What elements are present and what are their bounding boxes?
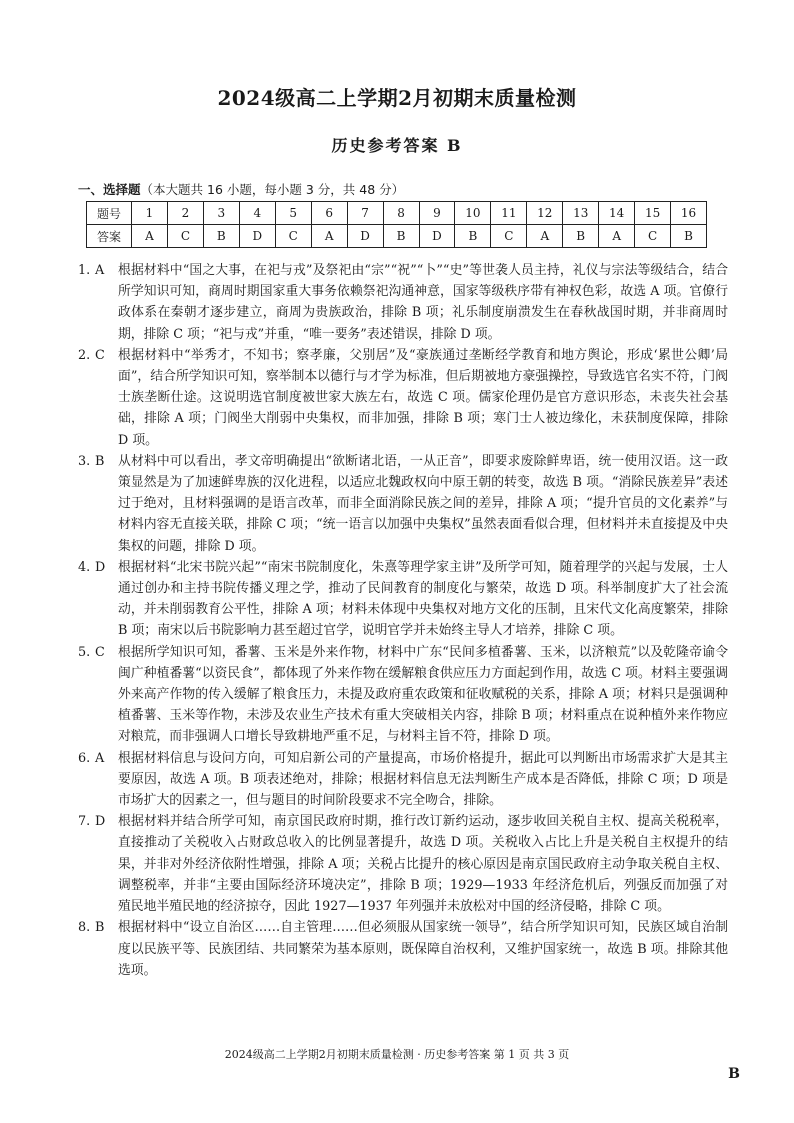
item-answer-key: C <box>95 347 105 363</box>
item-explanation: 根据材料并结合所学可知，南京国民政府时期，推行改订新约运动，逐步收回关税自主权、提高关税税率，直接推动了关税收入占财政总收入的比例显著提升，故选 D 项。关税收入占比上升是关税自主权提升的结果，并非对外经济依附性增强，排除 A 项；关税占比提升的核心原因是南京国民政府主动争取关税自主权、调整税率，并非“主要由国际经济环境决定”，排除 B 项；1929—1933 年经济危机后，列强反而加强了对殖民地半殖民地的经济掠夺，因此 1927—1937 年列强并未放松对中国的经济侵略，排除 C 项。 <box>118 814 728 915</box>
question-number-cell: 5 <box>275 202 311 225</box>
answer-cell: A <box>599 225 635 248</box>
answer-cell: B <box>455 225 491 248</box>
question-number-cell: 3 <box>203 202 239 225</box>
version-mark: B <box>728 1066 740 1082</box>
question-number-cell: 6 <box>311 202 347 225</box>
question-number-cell: 4 <box>239 202 275 225</box>
table-row-numbers <box>87 202 707 225</box>
section-title: 一、选择题 <box>78 182 141 197</box>
item-explanation: 根据材料中“国之大事，在祀与戎”及祭祀由“宗”“祝”“卜”“史”等世袭人员主持，礼仪与宗法等级结合，结合所学知识可知，商周时期国家重大事务依赖祭祀沟通神意，国家等级秩序带有神权色彩，故选 A 项。官僚行政体系在秦朝才逐步建立，商周为贵族政治，排除 B 项；礼乐制度崩溃发生在春秋战国时期，并非商周时期，排除 C 项；“祀与戎”并重，“唯一要务”表述错误，排除 D 项。 <box>118 263 728 342</box>
item-answer-key: D <box>95 814 106 830</box>
item-explanation: 根据材料中“举秀才，不知书；察孝廉，父别居”及“豪族通过垄断经学教育和地方舆论，形成‘累世公卿’局面”，结合所学知识可知，察举制本以德行与才学为标准，但后期被地方豪强操控，导致选官名实不符，门阀士族垄断仕途。这说明选官制度被世家大族左右，故选 C 项。儒家伦理仍是官方意识形态，未丧失社会基础，排除 A 项；门阀坐大削弱中央集权，而非加强，排除 B 项；寒门士人被边缘化，未获制度保障，排除 D 项。 <box>118 347 728 448</box>
answer-cell: A <box>311 225 347 248</box>
list-item <box>78 917 728 981</box>
list-item <box>78 642 728 748</box>
list-item <box>78 557 728 642</box>
item-number: 5. <box>78 644 91 660</box>
item-number: 2. <box>78 347 91 363</box>
item-number: 4. <box>78 559 91 575</box>
answer-cell: C <box>491 225 527 248</box>
question-number-cell: 16 <box>671 202 707 225</box>
answer-cell: D <box>419 225 455 248</box>
question-number-cell: 7 <box>347 202 383 225</box>
item-number: 1. <box>78 263 91 278</box>
item-answer-key: B <box>95 920 105 936</box>
question-number-cell: 2 <box>167 202 203 225</box>
row-label-answer: 答案 <box>87 225 132 248</box>
section-note: （本大题共 16 小题，每小题 3 分，共 48 分） <box>140 182 405 197</box>
list-item <box>78 748 728 812</box>
question-number-cell: 13 <box>563 202 599 225</box>
answer-cell: B <box>203 225 239 248</box>
item-explanation: 根据材料中“设立自治区……自主管理……但必须服从国家统一领导”，结合所学知识可知，民族区域自治制度以民族平等、民族团结、共同繁荣为基本原则，既保障自治权利，又维护国家统一，故选 B 项。排除其他选项。 <box>118 920 728 978</box>
item-answer-key: B <box>95 453 105 469</box>
row-label-number: 题号 <box>87 202 132 225</box>
answer-table <box>86 201 707 248</box>
answer-cell: D <box>239 225 275 248</box>
item-explanation: 根据所学知识可知，番薯、玉米是外来作物，材料中广东“民间多植番薯、玉米，以济粮荒”以及乾隆帝谕令闽广种植番薯“以资民食”，都体现了外来作物在缓解粮食供应压力方面起到作用，故选 C 项。材料主要强调外来高产作物的传入缓解了粮食压力，未提及政府重农政策和征收赋税的关系，排除 A 项；材料只是强调种植番薯、玉米等作物，未涉及农业生产技术有重大突破相关内容，排除 B 项；材料重点在说种植外来作物应对粮荒，而非强调人口增长导致耕地严重不足，与材料主旨不符，排除 D 项。 <box>118 644 728 745</box>
item-answer-key: A <box>95 750 105 766</box>
question-number-cell: 14 <box>599 202 635 225</box>
item-number: 3. <box>78 453 91 469</box>
answer-cell: C <box>275 225 311 248</box>
page-title: 2024级高二上学期2月初期末质量检测 <box>217 86 577 110</box>
answer-cell: B <box>383 225 419 248</box>
question-number-cell: 10 <box>455 202 491 225</box>
question-number-cell: 15 <box>635 202 671 225</box>
question-number-cell: 12 <box>527 202 563 225</box>
question-number-cell: 9 <box>419 202 455 225</box>
list-item <box>78 451 728 557</box>
item-explanation: 根据材料“北宋书院兴起”“南宋书院制度化，朱熹等理学家主讲”及所学可知，随着理学的兴起与发展，士人通过创办和主持书院传播义理之学，推动了民间教育的制度化与繁荣，故选 D 项。科举制度扩大了社会流动，并未削弱教育公平性，排除 A 项；材料未体现中央集权对地方文化的压制，且宋代文化高度繁荣，排除 B 项；南宋以后书院影响力甚至超过官学，说明官学并未始终主导人才培养，排除 C 项。 <box>118 559 728 639</box>
item-answer-key: A <box>95 263 105 278</box>
section-heading <box>78 180 404 198</box>
list-item <box>78 811 728 917</box>
answer-cell: B <box>671 225 707 248</box>
item-explanation: 从材料中可以看出，孝文帝明确提出“欲断诸北语，一从正音”，即要求废除鲜卑语，统一使用汉语。这一政策显然是为了加速鲜卑族的汉化进程，以适应北魏政权向中原王朝的转变，故选 B 项。“消除民族差异”表述过于绝对，且材料强调的是语言改革，而非全面消除民族之间的差异，排除 A 项；“提升官员的文化素养”与材料内容无直接关联，排除 C 项；“统一语言以加强中央集权”虽然表面看似合理，但材料并未直接提及中央集权的问题，排除 D 项。 <box>118 453 728 554</box>
item-number: 7. <box>78 814 91 830</box>
list-item <box>78 260 728 345</box>
item-answer-key: D <box>95 559 106 575</box>
question-number-cell: 11 <box>491 202 527 225</box>
question-number-cell: 1 <box>132 202 168 225</box>
answer-cell: C <box>635 225 671 248</box>
item-number: 6. <box>78 750 91 766</box>
answer-cell: A <box>527 225 563 248</box>
item-explanation: 根据材料信息与设问方向，可知启新公司的产量提高，市场价格提升，据此可以判断出市场需求扩大是其主要原因，故选 A 项。B 项表述绝对，排除；根据材料信息无法判断生产成本是否降低，排除 C 项；D 项是市场扩大的因素之一，但与题目的时间阶段要求不完全吻合，排除。 <box>118 750 728 809</box>
page-subtitle: 历史参考答案 B <box>331 136 463 155</box>
answer-cell: D <box>347 225 383 248</box>
item-answer-key: C <box>95 644 105 660</box>
answer-explanations <box>78 260 728 981</box>
answer-cell: B <box>563 225 599 248</box>
page-footer: 2024级高二上学期2月初期末质量检测 · 历史参考答案 第 1 页 共 3 页 <box>224 1048 570 1061</box>
list-item <box>78 345 728 451</box>
table-row-answers <box>87 225 707 248</box>
question-number-cell: 8 <box>383 202 419 225</box>
item-number: 8. <box>78 920 91 936</box>
answer-cell: C <box>167 225 203 248</box>
answer-cell: A <box>132 225 168 248</box>
